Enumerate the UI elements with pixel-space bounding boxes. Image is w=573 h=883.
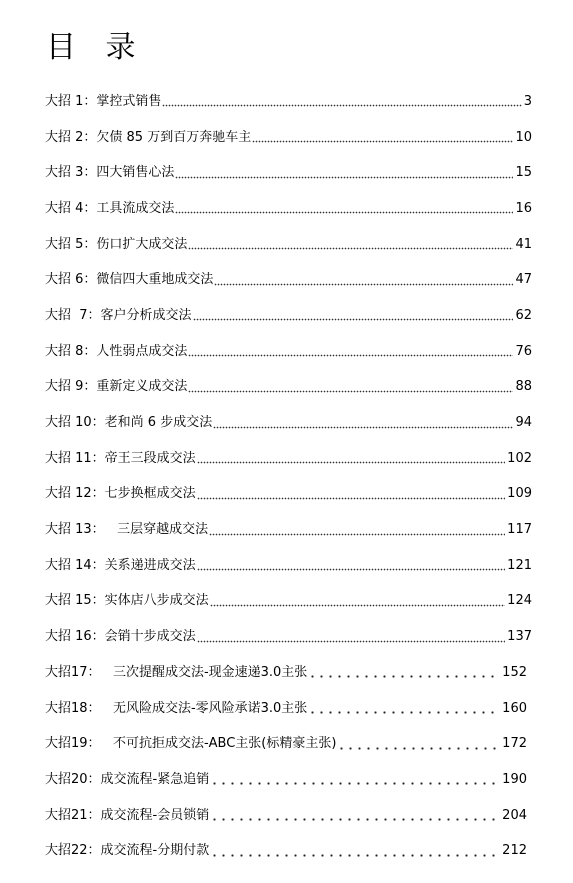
toc-entry[interactable]	[45, 512, 532, 548]
dot-leader	[213, 426, 513, 429]
toc-entry-title: 大招 7：客户分析成交法	[45, 307, 192, 323]
toc-entry-page-number: 15	[515, 165, 532, 181]
toc-entry-title: 大招 12：七步换框成交法	[45, 486, 196, 502]
toc-entry-page-number: 204	[502, 807, 527, 823]
dot-leader	[197, 497, 505, 500]
dot-leader	[188, 354, 513, 357]
toc-entry[interactable]	[45, 441, 532, 477]
dot-leader	[214, 283, 513, 286]
toc-entry[interactable]	[45, 84, 532, 120]
dot-leader	[188, 390, 513, 393]
toc-entry-page-number: 152	[502, 664, 527, 680]
toc-entry[interactable]	[45, 370, 532, 406]
toc-entry-title: 大招21：成交流程-会员锁销	[45, 807, 210, 823]
toc-entry-title: 大招 15：实体店八步成交法	[45, 593, 209, 609]
toc-entry-page-number: 121	[507, 557, 532, 573]
dot-leader	[197, 568, 505, 571]
toc-entry-title: 大招18： 无风险成交法-零风险承诺3.0主张	[45, 700, 308, 716]
toc-entry-title: 大招17： 三次提醒成交法-现金速递3.0主张	[45, 664, 308, 680]
toc-entry[interactable]	[45, 584, 532, 620]
toc-entry-page-number: 117	[507, 522, 532, 538]
toc-entry[interactable]	[45, 726, 527, 762]
toc-entry-title: 大招 3：四大销售心法	[45, 165, 175, 181]
toc-entry[interactable]	[45, 405, 532, 441]
dot-leader	[308, 711, 500, 714]
toc-entry[interactable]	[45, 619, 532, 655]
toc-entry-page-number: 137	[507, 629, 532, 645]
toc-entry-page-number: 88	[515, 379, 532, 395]
toc-entry-title: 大招 5：伤口扩大成交法	[45, 236, 188, 252]
toc-entry-page-number: 102	[507, 450, 532, 466]
toc-entry-title: 大招22：成交流程-分期付款	[45, 843, 210, 859]
toc-entry-title: 大招 11：帝王三段成交法	[45, 450, 196, 466]
dot-leader	[210, 782, 500, 785]
dot-leader	[308, 675, 500, 678]
toc-entry-title: 大招 9：重新定义成交法	[45, 379, 188, 395]
dot-leader	[197, 640, 505, 643]
toc-entry-page-number: 76	[515, 343, 532, 359]
page-title: 目 录	[46, 30, 146, 65]
dot-leader	[210, 854, 500, 857]
toc-entry[interactable]	[45, 762, 527, 798]
toc-entry-title: 大招 2：欠债 85 万到百万奔驰车主	[45, 129, 252, 145]
toc-entry[interactable]	[45, 798, 527, 834]
toc-entry-page-number: 212	[502, 843, 527, 859]
dot-leader	[252, 140, 513, 143]
table-of-contents	[45, 84, 532, 869]
toc-entry-page-number: 124	[507, 593, 532, 609]
dot-leader	[193, 318, 514, 321]
toc-entry[interactable]	[45, 833, 527, 869]
toc-entry[interactable]	[45, 548, 532, 584]
toc-entry-page-number: 160	[502, 700, 527, 716]
dot-leader	[209, 533, 505, 536]
toc-entry-page-number: 62	[515, 307, 532, 323]
toc-entry[interactable]	[45, 691, 527, 727]
dot-leader	[337, 747, 500, 750]
toc-entry-page-number: 10	[515, 129, 532, 145]
toc-entry-title: 大招 16：会销十步成交法	[45, 629, 196, 645]
dot-leader	[197, 461, 505, 464]
toc-entry[interactable]	[45, 120, 532, 156]
toc-entry-page-number: 94	[515, 415, 532, 431]
toc-entry[interactable]	[45, 298, 532, 334]
toc-entry[interactable]	[45, 227, 532, 263]
toc-entry-page-number: 109	[507, 486, 532, 502]
dot-leader	[210, 818, 500, 821]
dot-leader	[162, 104, 521, 107]
toc-entry-title: 大招 4：工具流成交法	[45, 200, 175, 216]
toc-entry[interactable]	[45, 477, 532, 513]
toc-entry-page-number: 16	[515, 200, 532, 216]
toc-entry-title: 大招 6：微信四大重地成交法	[45, 272, 214, 288]
toc-entry-page-number: 41	[515, 236, 532, 252]
toc-entry-title: 大招 8：人性弱点成交法	[45, 343, 188, 359]
toc-entry-page-number: 172	[502, 736, 527, 752]
dot-leader	[175, 211, 513, 214]
toc-entry[interactable]	[45, 655, 527, 691]
dot-leader	[210, 604, 505, 607]
toc-entry-title: 大招20：成交流程-紧急追销	[45, 771, 210, 787]
toc-entry-title: 大招 10：老和尚 6 步成交法	[45, 415, 213, 431]
toc-entry[interactable]	[45, 334, 532, 370]
toc-entry[interactable]	[45, 262, 532, 298]
toc-entry-title: 大招 1：掌控式销售	[45, 93, 162, 109]
toc-entry-page-number: 190	[502, 771, 527, 787]
toc-entry[interactable]	[45, 191, 532, 227]
toc-entry-page-number: 47	[515, 272, 532, 288]
dot-leader	[188, 247, 513, 250]
toc-entry-title: 大招 13： 三层穿越成交法	[45, 522, 209, 538]
toc-entry[interactable]	[45, 155, 532, 191]
dot-leader	[175, 176, 513, 179]
toc-entry-title: 大招19： 不可抗拒成交法-ABC主张(标精豪主张)	[45, 736, 337, 752]
toc-entry-page-number: 3	[523, 93, 532, 109]
toc-entry-title: 大招 14：关系递进成交法	[45, 557, 196, 573]
